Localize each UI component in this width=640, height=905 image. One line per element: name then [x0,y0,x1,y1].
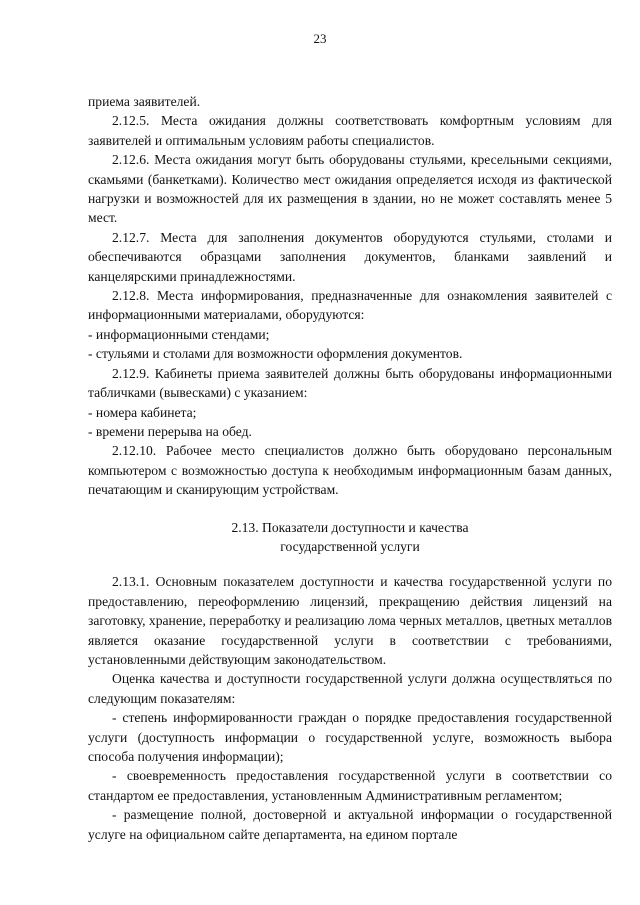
paragraph-2-12-5: 2.12.5. Места ожидания должны соответствовать комфортным условиям для заявителей и оптимальным условиям работы специалистов. [88,113,612,148]
document-body [88,92,612,844]
list-item-chairs-tables: - стульями и столами для возможности оформления документов. [88,346,463,362]
page-number: 23 [313,31,327,46]
section-heading-line-1: 2.13. Показатели доступности и качества [231,519,469,535]
paragraph-2-12-9: 2.12.9. Кабинеты приема заявителей должны быть оборудованы информационными табличками (вывесками) с указанием: [88,365,612,401]
paragraph-2-12-7: 2.12.7. Места для заполнения документов оборудуются стульями, столами и обеспечиваются образцами заполнения документов, бланками заявлений и канцелярскими принадлежностями. [88,229,612,284]
list-item-timeliness: - своевременность предоставления государственной услуги в соответствии со стандартом ее предоставления, установленным Административным регламентом; [88,768,612,803]
list-item-lunch-break: - времени перерыва на обед. [88,423,252,439]
list-item-awareness: - степень информированности граждан о порядке предоставления государственной услуги (доступность информации о государственной услуге, возможность выбора способа получения информации); [88,710,612,764]
paragraph-2-12-6: 2.12.6. Места ожидания могут быть оборудованы стульями, кресельными секциями, скамьями (банкетками). Количество мест ожидания определяется исходя из фактической нагрузки и возможностей для их размещения в здании, но не может составлять менее 5 мест. [88,152,612,226]
section-heading [88,518,612,557]
paragraph-assessment: Оценка качества и доступности государственной услуги должна осуществляться по следующим показателям: [88,671,612,706]
paragraph-2-13-1: 2.13.1. Основным показателем доступности и качества государственной услуги по предоставлению, переоформлению лицензий, прекращению действия лицензий на заготовку, хранение, переработку и реализацию лома черных металлов, цветных металлов является оказание государственной услуги в соответствии с требованиями, установленными действующим законодательством. [88,574,612,667]
paragraph-2-12-10: 2.12.10. Рабочее место специалистов должно быть оборудовано персональным компьютером с возможностью доступа к необходимым информационным базам данных, печатающим и сканирующим устройствам. [88,443,612,498]
section-heading-line-2: государственной услуги [280,538,420,554]
list-item-publication: - размещение полной, достоверной и актуальной информации о государственной услуге на официальном сайте департамента, на едином портале [88,807,612,842]
paragraph-2-12-8: 2.12.8. Места информирования, предназначенные для ознакомления заявителей с информационными материалами, оборудуются: [88,288,612,323]
list-item-stands: - информационными стендами; [88,326,270,342]
list-item-room-number: - номера кабинета; [88,404,197,420]
paragraph-continuation: приема заявителей. [88,94,201,109]
